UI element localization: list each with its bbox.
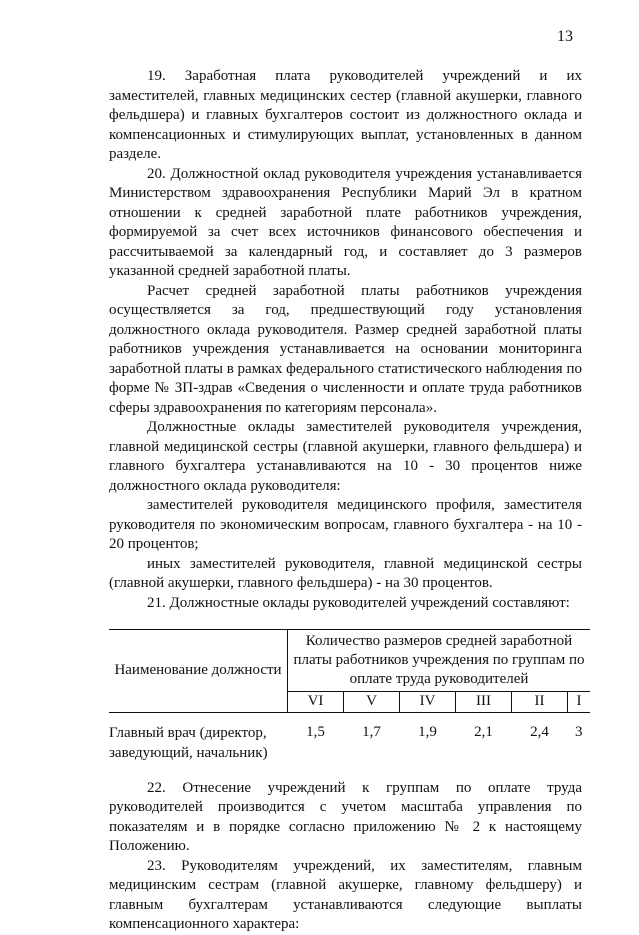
document-body	[109, 67, 585, 935]
paragraph-22: 22. Отнесение учреждений к группам по оплате труда руководителей производится с учетом масштаба управления по показателям и в порядке согласно приложению № 2 к настоящему Положению.	[109, 779, 582, 854]
group-header: I	[568, 692, 591, 713]
paragraph-23: 23. Руководителям учреждений, их заместителям, главным медицинским сестрам (главной акушерке, главному фельдшеру) и главным бухгалтерам устанавливаются следующие выплаты компенсационного характера:	[109, 857, 582, 932]
table-cell: 2,1	[474, 723, 493, 740]
paragraph-19: 19. Заработная плата руководителей учреждений и их заместителей, главных медицинских сестер (главной акушерки, главного фельдшера) и главных бухгалтеров состоит из должностного оклада и компенсационных и стимулирующих выплат, установленных в данном разделе.	[109, 68, 582, 162]
table-cell: 2,4	[530, 723, 549, 740]
salary-table	[109, 629, 590, 763]
position-name: Главный врач (директор, заведующий, начальник)	[109, 724, 268, 761]
page-number: 13	[557, 28, 573, 45]
paragraph-medical-deputies: заместителей руководителя медицинского профиля, заместителя руководителя по экономическим вопросам, главного бухгалтера - на 10 - 20 процентов;	[109, 497, 582, 552]
paragraph-21: 21. Должностные оклады руководителей учреждений составляют:	[147, 594, 570, 611]
group-header: V	[344, 692, 400, 713]
table-cell: 1,5	[306, 723, 325, 740]
table-header-position: Наименование должности	[109, 630, 288, 713]
paragraph-deputy-salaries: Должностные оклады заместителей руководителя учреждения, главной медицинской сестры (главной акушерки, главного фельдшера) и главного бухгалтера устанавливаются на 10 - 30 процентов ниже должностного оклада руководителя:	[109, 419, 582, 494]
group-header: IV	[400, 692, 456, 713]
table-cell: 1,9	[418, 723, 437, 740]
table-cell: 3	[575, 723, 583, 740]
table-row	[109, 712, 590, 763]
group-header: III	[456, 692, 512, 713]
paragraph-salary-calculation: Расчет средней заработной платы работников учреждения осуществляется за год, предшествующий году установления должностного оклада руководителя. Размер средней заработной платы работников учреждения устанавливается на основании мониторинга заработной платы в рамках федерального статистического наблюдения по форме № ЗП-здрав «Сведения о численности и оплате труда работников сферы здравоохранения по категориям персонала».	[109, 282, 582, 416]
group-header: II	[512, 692, 568, 713]
group-header: VI	[288, 692, 344, 713]
table-header-groups: Количество размеров средней заработной платы работников учреждения по группам по оплате труда руководителей	[288, 630, 591, 692]
paragraph-other-deputies: иных заместителей руководителя, главной медицинской сестры (главной акушерки, главного фельдшера) - на 30 процентов.	[109, 555, 582, 591]
table-cell: 1,7	[362, 723, 381, 740]
paragraph-20: 20. Должностной оклад руководителя учреждения устанавливается Министерством здравоохранения Республики Марий Эл в кратном отношении к средней заработной плате работников учреждения, формируемой за счет всех источников финансового обеспечения и рассчитываемой за календарный год, и составляет до 3 размеров указанной средней заработной платы.	[109, 165, 582, 279]
